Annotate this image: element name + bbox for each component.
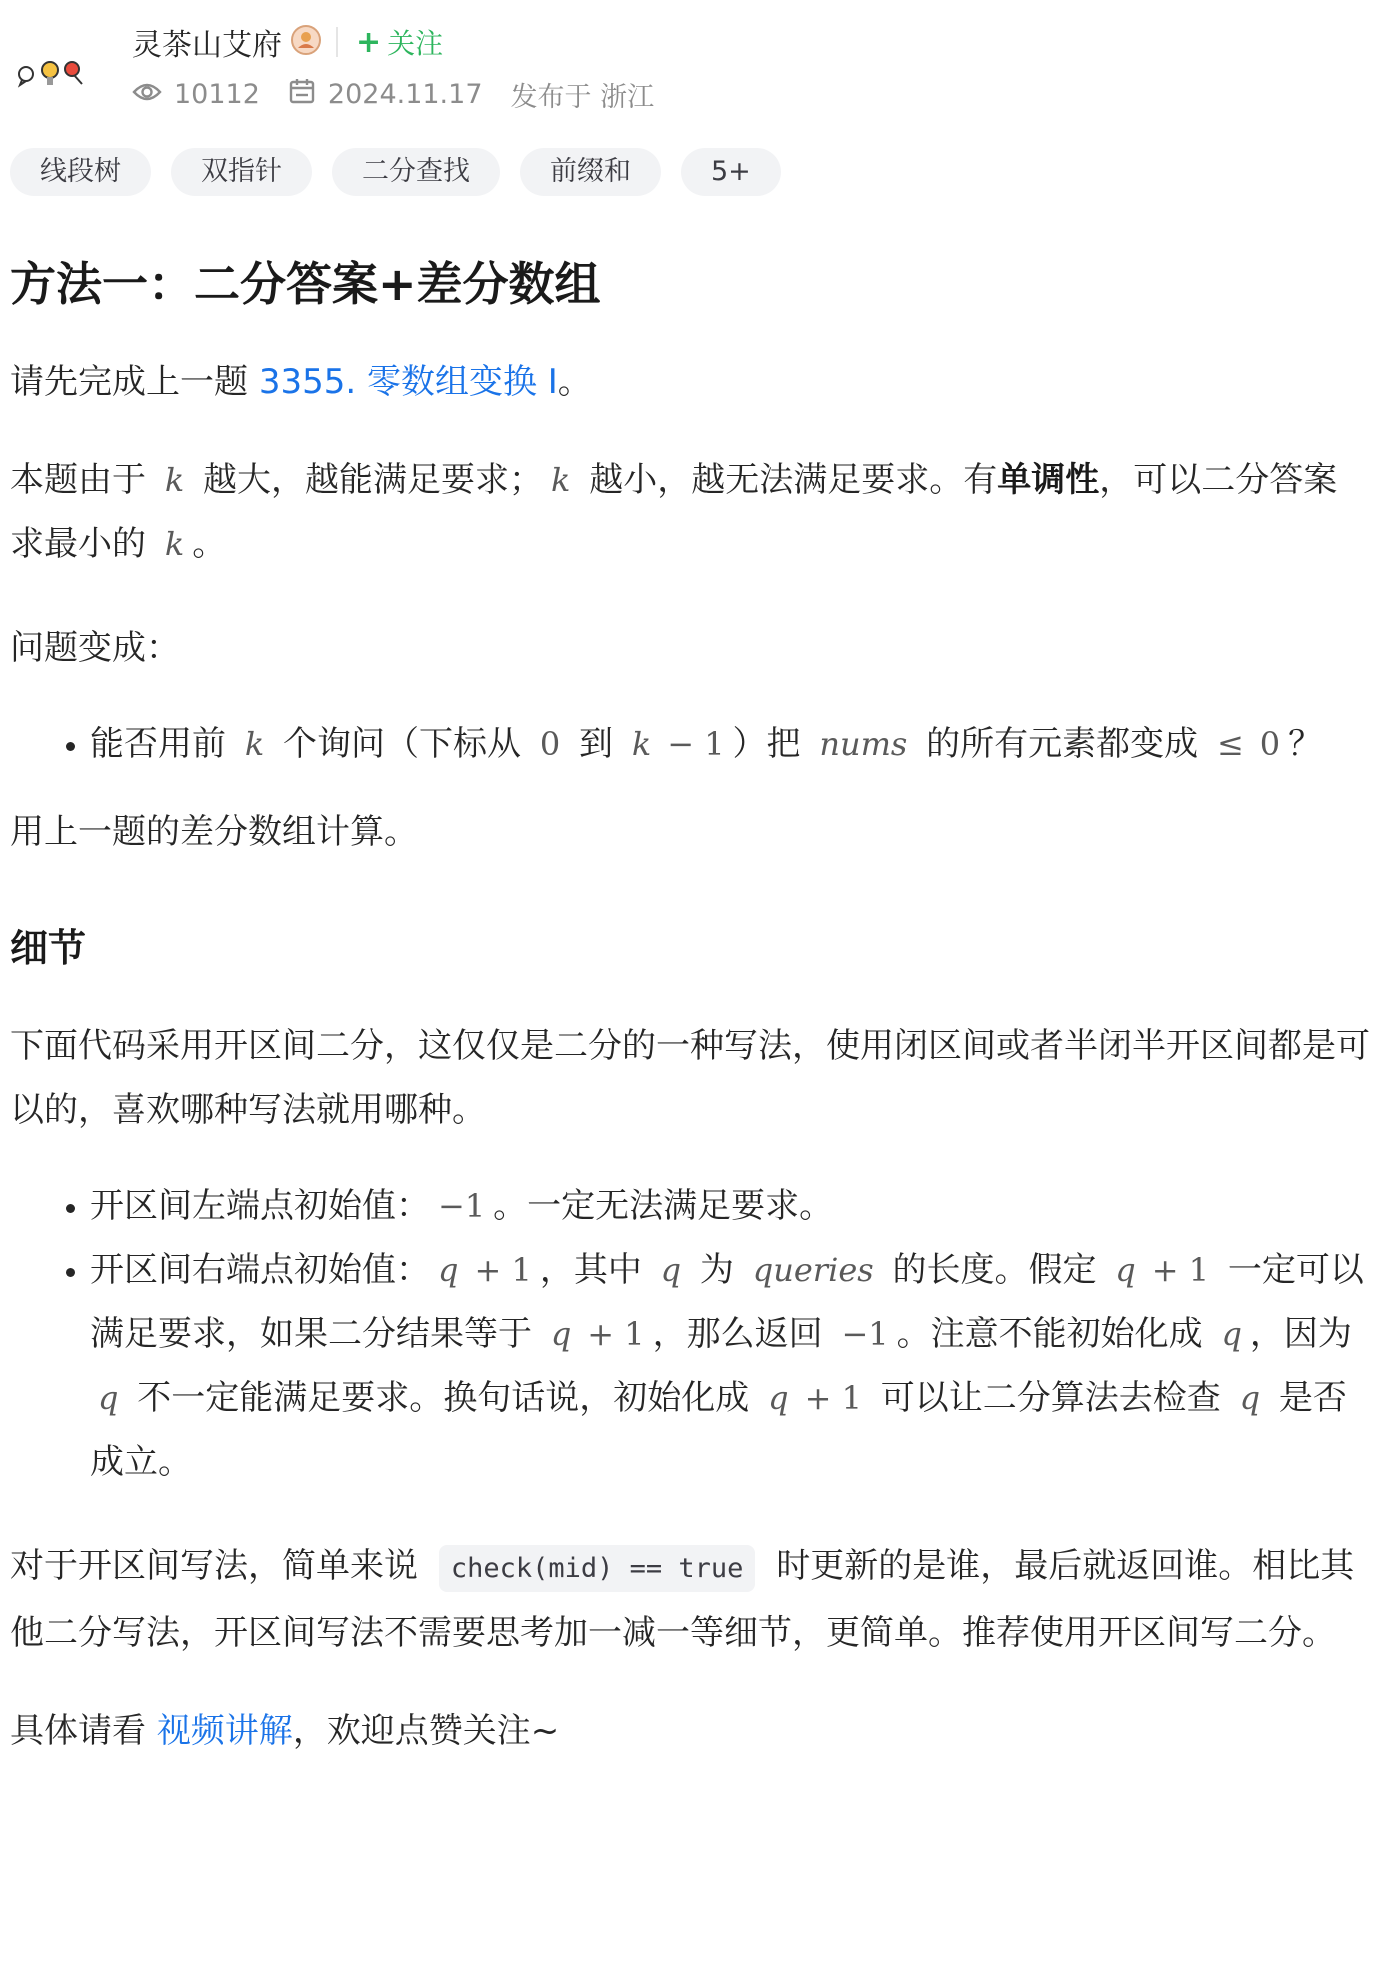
paragraph-use-diff-array: 用上一题的差分数组计算。 <box>10 812 418 852</box>
text: 可以让二分算法去检查 <box>869 1378 1232 1418</box>
section-heading-method1: 方法一：二分答案+差分数组 <box>10 257 601 311</box>
text: ，其中 <box>539 1250 653 1290</box>
text: 请先完成上一题 <box>10 362 259 402</box>
math-plus-one: + 1 <box>474 1251 532 1289</box>
tag-binary-search[interactable]: 二分查找 <box>332 148 500 196</box>
paragraph-prerequisite <box>10 350 1370 414</box>
list-item <box>90 1238 1370 1494</box>
text: ）把 <box>732 724 812 764</box>
text: 具体请看 <box>10 1711 157 1751</box>
math-minus-one: −1 <box>841 1315 889 1353</box>
divider <box>336 27 338 57</box>
text: 越小，越无法满足要求。有 <box>578 460 998 500</box>
math-zero: 0 <box>539 725 561 763</box>
text: 一定可以满足要求，如果二分结果等于 <box>90 1250 1364 1354</box>
question-list <box>10 712 1370 776</box>
text: 。一定无法满足要求。 <box>493 1186 834 1226</box>
tag-segment-tree[interactable]: 线段树 <box>10 148 151 196</box>
text: ，欢迎点赞关注~ <box>292 1711 560 1751</box>
text: ？ <box>1288 724 1323 764</box>
math-k: k <box>551 461 571 499</box>
text: 。 <box>557 362 592 402</box>
math-plus-one: + 1 <box>1151 1251 1210 1289</box>
paragraph-video-link <box>10 1699 1370 1763</box>
article-body <box>10 238 1370 1763</box>
publish-location: 发布于 浙江 <box>510 81 655 113</box>
publish-date: 2024.11.17 <box>327 78 483 110</box>
paragraph-monotonicity <box>10 448 1370 576</box>
math-q: q <box>98 1379 119 1417</box>
text: 到 <box>568 724 624 764</box>
math-q: q <box>1115 1251 1136 1289</box>
text: ，可以二分答案求最小的 <box>10 460 1338 564</box>
text: 能否用前 <box>90 724 237 764</box>
video-explanation-link[interactable]: 视频讲解 <box>156 1711 293 1751</box>
details-list <box>10 1174 1370 1494</box>
tag-list <box>10 148 781 196</box>
math-plus-one: + 1 <box>587 1315 645 1353</box>
follow-label: 关注 <box>387 27 444 60</box>
text: ，那么返回 <box>652 1314 834 1354</box>
avatar[interactable] <box>12 44 98 104</box>
tag-prefix-sum[interactable]: 前缀和 <box>520 148 661 196</box>
math-q: q <box>550 1315 572 1353</box>
math-minus-one: − 1 <box>667 725 725 763</box>
text: 本题由于 <box>10 460 157 500</box>
math-nums: nums <box>819 725 908 763</box>
author-header <box>10 14 1310 114</box>
math-k: k <box>244 725 265 763</box>
list-item <box>90 712 1370 776</box>
text: 的长度。假定 <box>881 1250 1108 1290</box>
author-name[interactable]: 灵茶山艾府 <box>132 28 282 63</box>
text: 开区间左端点初始值： <box>90 1186 430 1226</box>
calendar-icon <box>288 77 316 112</box>
tag-two-pointers[interactable]: 双指针 <box>171 148 312 196</box>
math-q: q <box>660 1251 682 1289</box>
problem-3355-link[interactable]: 3355. 零数组变换 I <box>258 362 558 402</box>
view-count: 10112 <box>174 78 260 110</box>
text: 的所有元素都变成 <box>915 724 1209 764</box>
medal-badge-icon <box>290 24 322 60</box>
math-k: k <box>631 725 652 763</box>
text: 开区间右端点初始值： <box>90 1250 430 1290</box>
math-q: q <box>1221 1315 1242 1353</box>
plus-icon: + <box>356 24 382 60</box>
text: 越大，越能满足要求； <box>192 460 544 500</box>
math-plus-one: + 1 <box>804 1379 862 1417</box>
text: ，因为 <box>1249 1314 1352 1354</box>
math-queries: queries <box>752 1251 874 1289</box>
text: 是否成立。 <box>90 1378 1347 1482</box>
text: 。 <box>192 524 227 564</box>
math-q: q <box>768 1379 789 1417</box>
paragraph-open-interval-summary <box>10 1534 1370 1665</box>
text: 个询问（下标从 <box>272 724 532 764</box>
follow-button[interactable] <box>356 22 443 62</box>
section-heading-details: 细节 <box>10 926 87 970</box>
text: 时更新的是谁，最后就返回谁。相比其他二分写法，开区间写法不需要思考加一减一等细节，更简单。推荐使用开区间写二分。 <box>10 1546 1355 1653</box>
math-q: q <box>1239 1379 1261 1417</box>
list-item <box>90 1174 1370 1238</box>
text: 对于开区间写法，简单来说 <box>10 1546 429 1586</box>
math-zero: 0 <box>1259 725 1281 763</box>
inline-code: check(mid) == true <box>439 1545 756 1592</box>
tag-more[interactable]: 5+ <box>681 148 781 196</box>
paragraph-problem-becomes: 问题变成： <box>10 628 180 668</box>
bold-monotonicity: 单调性 <box>997 460 1100 500</box>
math-minus-one: −1 <box>438 1187 486 1225</box>
paragraph-open-interval: 下面代码采用开区间二分，这仅仅是二分的一种写法，使用闭区间或者半闭半开区间都是可以的，喜欢哪种写法就用哪种。 <box>10 1026 1370 1130</box>
meta-line <box>132 70 654 118</box>
eye-icon <box>132 79 162 110</box>
text: 。注意不能初始化成 <box>896 1314 1214 1354</box>
text: 不一定能满足要求。换句话说，初始化成 <box>126 1378 761 1418</box>
author-line <box>132 18 443 66</box>
math-q: q <box>438 1251 459 1289</box>
math-leq: ≤ <box>1216 725 1244 763</box>
text: 为 <box>689 1250 745 1290</box>
math-k: k <box>164 525 185 563</box>
math-k: k <box>164 461 185 499</box>
